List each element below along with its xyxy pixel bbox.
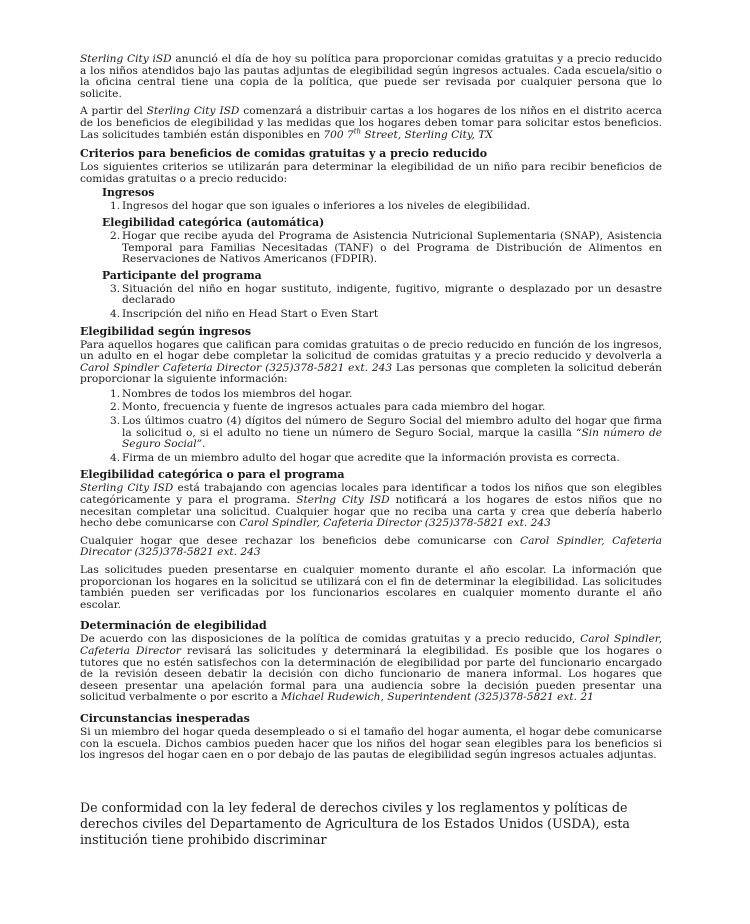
intro-paragraph-2 <box>80 106 662 141</box>
determination-text: revisará las solicitudes y determinará la elegibilidad. Es posible que los hogares o tutores que no estén satisfechos con la determinación de elegibilidad por parte del funcionario encargado de la revisión deseen debatir la decisión con dicho funcionario de manera informal. Los hogares que deseen presentar una apelación formal para una audiencia sobre la decisión pueden presentar una solicitud verbalmente o por escrito a <box>80 644 662 704</box>
footer-notice: De conformidad con la ley federal de derechos civiles y los reglamentos y políticas de derechos civiles del Departamento de Agricultura de los Estados Unidos (USDA), esta institución tiene prohibido discriminar <box>80 800 630 847</box>
address-part: 700 7 <box>323 128 354 141</box>
criteria-group-title: Ingresos <box>102 186 155 200</box>
institution-name: Sterling City ISD <box>146 105 240 118</box>
unexpected-paragraph: Si un miembro del hogar queda desempleado o si el tamaño del hogar aumenta, el hogar debe comunicarse con la escuela. Dichos cambios pueden hacer que los niños del hogar sean elegibles para los beneficios si los ingresos del hogar caen en o por debajo de las pautas de elegibilidad según ingresos actuales adjuntas. <box>80 725 662 762</box>
income-paragraph <box>80 340 662 386</box>
list-text: Inscripción del niño en Head Start o Even Start <box>122 307 379 320</box>
list-text: Firma de un miembro adulto del hogar que acredite que la información provista es correcta. <box>122 451 620 464</box>
categorical-text: Cualquier hogar que desee rechazar los beneficios debe comunicarse con <box>80 534 521 547</box>
list-item <box>80 284 662 307</box>
contact-info: Carol Spindler, Cafeteria Director (325)378-5821 ext. 243 <box>239 517 551 530</box>
address-part: Street, Sterling City, TX <box>361 128 493 141</box>
list-text: . <box>202 438 206 451</box>
list-item <box>80 309 662 321</box>
section-heading-categorical: Elegibilidad categórica o para el programa <box>80 468 345 482</box>
list-item <box>80 389 662 401</box>
determination-paragraph <box>80 634 662 704</box>
list-number: 1. <box>110 387 121 400</box>
intro-text: A partir del <box>80 105 147 118</box>
list-text: Ingresos del hogar que son iguales o inferiores a los niveles de elegibilidad. <box>122 200 531 213</box>
list-text: Los últimos cuatro (4) dígitos del número de Seguro Social del miembro adulto del hogar que firma la solicitud o, si el adulto no tiene un número de Seguro Social, marque la casilla <box>122 415 662 439</box>
list-item <box>80 402 662 414</box>
criteria-group-title: Elegibilidad categórica (automática) <box>102 215 325 229</box>
list-number: 4. <box>110 307 121 320</box>
list-text: Nombres de todos los miembros del hogar. <box>122 387 353 400</box>
categorical-paragraph-3: Las solicitudes pueden presentarse en cualquier momento durante el año escolar. La información que proporcionan los hogares en la solicitud se utilizará con el fin de determinar la elegibilidad. Las solicitudes también pueden ser verificadas por los funcionarios escolares en cualquier momento durante el año escolar. <box>80 564 662 611</box>
list-text: Hogar que recibe ayuda del Programa de Asistencia Nutricional Suplementaria (SNAP), Asistencia Temporal para Familias Necesitadas (TANF) o del Programa de Distribución de Alimentos en Reservaciones de Nativos Americanos (FDPIR). <box>122 229 662 266</box>
document-body <box>80 54 662 768</box>
criteria-list <box>80 284 662 321</box>
contact-info: Michael Rudewich, Superintendent (325)378-5821 ext. 21 <box>281 691 594 704</box>
list-item <box>80 416 662 451</box>
categorical-text: notificará a los hogares de estos niños que no necesitan completar una solicitud. Cualquier hogar que no reciba una carta y crea que debería haberlo hecho debe comunicarse con <box>80 494 663 530</box>
contact-info: Carol Spindler, Cafeteria Director <box>80 633 662 657</box>
list-number: 3. <box>110 415 121 428</box>
categorical-paragraph-1 <box>80 483 662 529</box>
determination-text: De acuerdo con las disposiciones de la política de comidas gratuitas y a precio reducido, <box>80 633 581 646</box>
list-item <box>80 201 662 213</box>
address <box>323 129 492 141</box>
income-text: Para aquellos hogares que califican para comidas gratuitas o de precio reducido en función de los ingresos, un adulto en el hogar debe completar la solicitud de comidas gratuitas y a precio reducido y devolverla a <box>80 338 662 363</box>
criteria-list <box>80 201 662 213</box>
section-heading-criteria: Criterios para beneficios de comidas gratuitas y a precio reducido <box>80 147 488 161</box>
list-text: Monto, frecuencia y fuente de ingresos actuales para cada miembro del hogar. <box>122 401 546 414</box>
list-number: 4. <box>110 451 121 464</box>
contact-info: Carol Spindler, Cafeteria Direcator (325)378-5821 ext. 243 <box>80 534 662 559</box>
institution-name: Sterlng City ISD <box>296 494 390 507</box>
contact-info: Carol Spindler Cafeteria Director (325)378-5821 ext. 243 <box>80 361 393 374</box>
categorical-paragraph-2 <box>80 536 662 559</box>
list-item <box>80 231 662 266</box>
section-heading-income: Elegibilidad según ingresos <box>80 324 252 338</box>
list-number: 1. <box>110 200 121 213</box>
institution-name: Sterling City iSD <box>80 53 172 65</box>
list-item <box>80 453 662 465</box>
list-text: Situación del niño en hogar sustituto, indigente, fugitivo, migrante o desplazado por un desastre declarado <box>122 282 662 307</box>
income-list <box>80 389 662 465</box>
list-number: 3. <box>110 282 121 295</box>
address-superscript: th <box>353 127 362 136</box>
institution-name: Sterling City ISD <box>80 482 174 495</box>
categorical-text: está trabajando con agencias locales para identificar a todos los niños que son elegibles categóricamente y para el programa. <box>80 482 662 507</box>
intro-text: anunció el día de hoy su política para proporcionar comidas gratuitas y a precio reducido a los niños atendidos bajo las pautas adjuntas de elegibilidad según ingresos actuales. Cada escuela/sitio o la oficina central tiene una copia de la política, que puede ser revisada por cualquier persona que lo solicite. <box>80 53 662 100</box>
list-text-italic: “Sin número de Seguro Social” <box>122 426 662 451</box>
intro-text: comenzará a distribuir cartas a los hogares de los niños en el distrito acerca de los beneficios de elegibilidad y las medidas que los hogares deben tomar para solicitar estos beneficios. Las solicitudes también están disponibles en <box>80 105 662 141</box>
list-number: 2. <box>110 401 121 414</box>
criteria-group-title: Participante del programa <box>102 268 262 282</box>
section-heading-determination: Determinación de elegibilidad <box>80 619 267 633</box>
criteria-intro: Los siguientes criterios se utilizarán para determinar la elegibilidad de un niño para recibir beneficios de comidas gratuitas o a precio reducido: <box>80 161 662 185</box>
intro-paragraph-1 <box>80 54 662 100</box>
list-number: 2. <box>110 229 121 242</box>
criteria-list <box>80 231 662 266</box>
section-heading-unexpected: Circunstancias inesperadas <box>80 711 250 725</box>
income-text: Las personas que completen la solicitud deberán proporcionar la siguiente información: <box>80 361 662 386</box>
